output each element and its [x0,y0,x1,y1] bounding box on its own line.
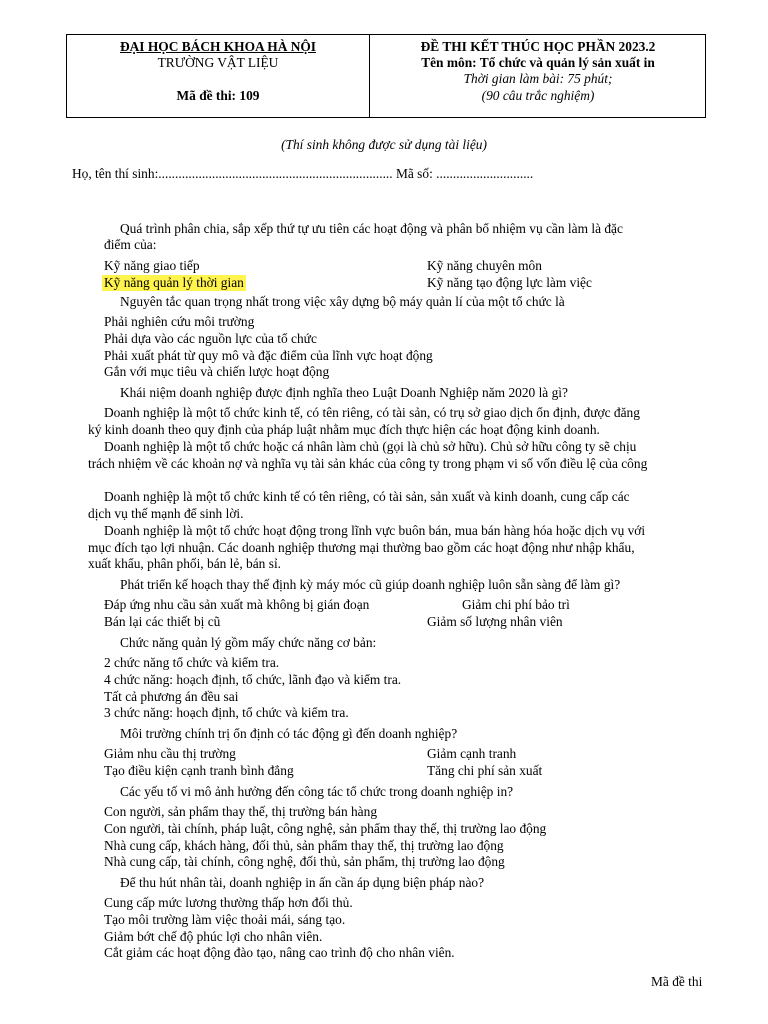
answer-option: Đáp ứng nhu cầu sản xuất mà không bị gián đoạn [104,597,370,612]
answer-option: Kỹ năng tạo động lực làm việc [427,275,592,290]
question-count: (90 câu trắc nghiệm) [481,88,595,103]
exam-title: ĐỀ THI KẾT THÚC HỌC PHẦN 2023.2 [420,39,656,54]
answer-option: 2 chức năng tổ chức và kiểm tra. [104,655,280,670]
answer-option: Phải nghiên cứu môi trường [104,314,255,329]
answer-option: 3 chức năng: hoạch định, tổ chức và kiểm tra. [104,705,349,720]
school-name: TRƯỜNG VẬT LIỆU [157,55,279,70]
subject-name: Tên môn: Tổ chức và quản lý sản xuất in [421,55,655,70]
answer-option: Cung cấp mức lương thường thấp hơn đối thủ. [104,895,353,910]
answer-option: Kỹ năng giao tiếp [104,258,200,273]
answer-option: Phải xuất phát từ quy mô và đặc điểm của lĩnh vực hoạt động [104,348,433,363]
university-name: ĐẠI HỌC BÁCH KHOA HÀ NỘI [119,39,317,54]
answer-option: Tạo điều kiện cạnh tranh bình đẳng [104,763,294,778]
answer-option: Cắt giảm các hoạt động đào tạo, nâng cao trình độ cho nhân viên. [104,945,455,960]
answer-option: Doanh nghiệp là một tổ chức kinh tế có tên riêng, có tài sản, sản xuất và kinh doanh, cung cấp các [104,489,630,504]
answer-option: Giảm số lượng nhân viên [427,614,563,629]
answer-option: dịch vụ thế mạnh để sinh lời. [88,506,244,521]
exam-note: (Thí sinh không được sử dụng tài liệu) [281,137,487,152]
answer-option: Giảm nhu cầu thị trường [104,746,236,761]
footer-exam-code: Mã đề thi [651,974,703,989]
answer-option: mục đích tạo lợi nhuận. Các doanh nghiệp thương mại thường bao gồm các hoạt động như nhập khẩu, [88,540,635,555]
answer-option: Phải dựa vào các nguồn lực của tổ chức [104,331,317,346]
question-stem: Quá trình phân chia, sắp xếp thứ tự ưu tiên các hoạt động và phân bổ nhiệm vụ cần làm là đặc [120,221,623,236]
exam-header [66,34,706,118]
answer-option: Gắn với mục tiêu và chiến lược hoạt động [104,364,330,379]
question-stem: Chức năng quản lý gồm mấy chức năng cơ bản: [120,635,377,650]
answer-option: Nhà cung cấp, tài chính, công nghệ, đối thủ, sản phẩm, thị trường lao động [104,854,505,869]
answer-option: Con người, tài chính, pháp luật, công nghệ, sản phẩm thay thế, thị trường lao động [104,821,547,836]
answer-option: Doanh nghiệp là một tổ chức hoạt động trong lĩnh vực buôn bán, mua bán hàng hóa hoặc dịch vụ với [104,523,646,538]
answer-option: Giảm chi phí bảo trì [462,597,570,612]
answer-option: Con người, sản phẩm thay thế, thị trường bán hàng [104,804,378,819]
answer-option: Giảm cạnh tranh [427,746,517,761]
answer-option: 4 chức năng: hoạch định, tổ chức, lãnh đạo và kiểm tra. [104,672,402,687]
question-stem: điểm của: [104,237,157,252]
question-stem: Môi trường chính trị ổn định có tác động gì đến doanh nghiệp? [120,726,458,741]
question-stem: Để thu hút nhân tài, doanh nghiệp in ấn cần áp dụng biện pháp nào? [120,875,485,890]
answer-option-highlighted: Kỹ năng quản lý thời gian [104,275,244,290]
answer-option: Tăng chi phí sản xuất [427,763,543,778]
question-stem: Các yếu tố vi mô ảnh hưởng đến công tác tổ chức trong doanh nghiệp in? [120,784,514,799]
answer-option: trách nhiệm về các khoản nợ và nghĩa vụ tài sản khác của công ty trong phạm vi số vốn điều lệ của công [88,456,648,471]
question-stem: Phát triển kế hoạch thay thế định kỳ máy móc cũ giúp doanh nghiệp luôn sẵn sàng để làm gì? [120,577,621,592]
answer-option: Doanh nghiệp là một tổ chức kinh tế, có tên riêng, có tài sản, có trụ sở giao dịch ổn định, được đăng [104,405,640,420]
student-info-line: Họ, tên thí sinh:...................................................................... Mã số: ............................. [72,166,534,181]
question-stem: Khái niệm doanh nghiệp được định nghĩa theo Luật Doanh Nghiệp năm 2020 là gì? [120,385,568,400]
answer-option: Nhà cung cấp, khách hàng, đối thủ, sản phẩm thay thế, thị trường lao động [104,838,504,853]
answer-option: Doanh nghiệp là một tổ chức hoặc cá nhân làm chủ (gọi là chủ sở hữu). Chủ sở hữu công ty sẽ chịu [104,439,637,454]
answer-option: Bán lại các thiết bị cũ [104,614,221,629]
exam-duration: Thời gian làm bài: 75 phút; [463,71,613,86]
answer-option: Kỹ năng chuyên môn [427,258,542,273]
answer-option: Tạo môi trường làm việc thoải mái, sáng tạo. [104,912,346,927]
answer-option: Tất cả phương án đều sai [104,689,239,704]
exam-code: Mã đề thi: 109 [176,88,260,103]
answer-option: Giảm bớt chế độ phúc lợi cho nhân viên. [104,929,323,944]
answer-option: xuất khẩu, phân phối, bán lẻ, bán sỉ. [88,556,282,571]
question-stem: Nguyên tắc quan trọng nhất trong việc xây dựng bộ máy quản lí của một tổ chức là [120,294,565,309]
answer-option: ký kinh doanh theo quy định của pháp luật nhằm mục đích thực hiện các hoạt động kinh doanh. [88,422,600,437]
